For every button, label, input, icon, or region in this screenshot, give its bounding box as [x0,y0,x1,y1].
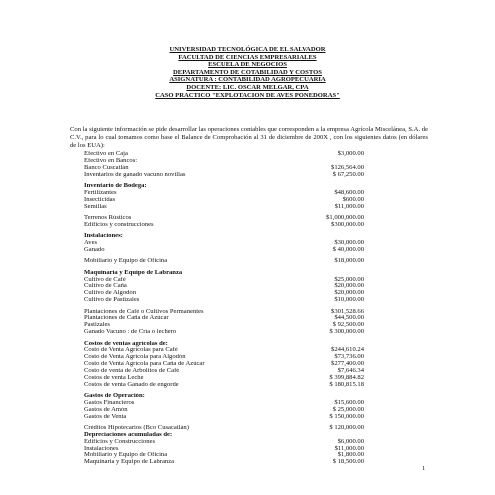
account-value: $44,500.00 [334,314,364,322]
account-label: Semillas [84,203,107,210]
account-row [84,190,364,197]
section-heading [84,233,364,240]
account-label: Depreciaciones acumuladas de: [84,431,173,438]
account-label: Maquinaria y Equipo de Labranza [84,459,175,466]
account-value: $11,000.00 [334,202,364,210]
account-label: Costos de venta Ganado de engorde [84,381,179,388]
account-row [84,309,364,316]
account-label: Pastizales [84,322,111,329]
account-label: Insecticidas [84,196,116,203]
account-label: Inventario de Bodega: [84,182,147,189]
account-value: $ 120,000.00 [329,424,364,432]
account-label: Costo de venta de Arbolitos de Café [84,367,180,374]
account-row [84,322,364,329]
account-value: $6,000.00 [337,437,364,445]
account-value: $7,646.34 [337,366,364,374]
account-label: Cultivo de Algodón [84,290,137,297]
section-heading [84,183,364,190]
account-value: $244,610.24 [331,346,364,354]
account-label: Gastos de Venta [84,413,127,420]
account-label: Costo de Venta Agrícola para Caña de Azúcar [84,361,205,368]
header-line: ASIGNATURA : CONTABILIDAD AGROPECUARIA [169,76,326,84]
account-label: Instalaciones [84,445,119,452]
account-row [84,258,364,265]
account-row [84,158,364,165]
account-row [84,215,364,222]
section-heading [84,432,364,439]
account-label: Ganado [84,246,105,253]
account-label: Instalaciones: [84,233,123,240]
account-row [84,407,364,414]
account-label: Plantaciones de Caña de Azúcar [84,315,169,322]
account-row [84,446,364,453]
account-row [84,382,364,389]
account-value: $ 180,815.18 [329,380,364,388]
section-heading [84,341,364,348]
account-row [84,368,364,375]
header-line: ESCUELA DE NEGOCIOS [208,61,287,69]
header-line: UNIVERSIDAD TECNOLÓGICA DE EL SALVADOR [169,46,326,53]
account-value: $30,000.00 [334,239,364,247]
account-label: Aves [84,240,98,247]
account-row [84,459,364,466]
account-value: $ 18,500.00 [332,458,364,466]
account-value: $1,000,000.00 [326,213,364,221]
account-label: Costos de venta Leche [84,374,144,381]
account-row [84,283,364,290]
account-row [84,297,364,304]
account-label: Maquinaria y Equipo de Labranza [84,269,183,276]
account-label: Créditos Hipotecarios (Bco Cusacatlán) [84,425,189,432]
section-heading [84,270,364,277]
account-row [84,290,364,297]
account-row [84,452,364,459]
account-row [84,361,364,368]
account-label: Edificios y construcciones [84,221,154,228]
account-label: Cultivo de Café [84,276,126,283]
account-row [84,197,364,204]
account-label: Cultivo de Pastizales [84,297,140,304]
account-value: $277,400.00 [331,360,364,368]
header-line: DEPARTAMENTO DE COTABILIDAD Y COSTOS [173,68,322,76]
account-row [84,400,364,407]
account-value: $ 92,500.00 [332,321,364,329]
section-heading [84,393,364,400]
account-label: Edificios y Construcciones [84,438,156,445]
account-row [84,354,364,361]
account-value: $ 25,000.00 [332,405,364,413]
account-label: Fertilizantes [84,189,117,196]
document-header [0,46,495,99]
account-row [84,165,364,172]
account-value: $ 40,000.00 [332,245,364,253]
header-line: DOCENTE: LIC. OSCAR MELGAR, CPA [186,83,309,91]
account-label: Gastos Financieros [84,399,135,406]
account-label: Efectivo en Bancos: [84,157,138,164]
account-value: $301,528.66 [331,307,364,315]
account-value: $25,000.00 [334,275,364,283]
account-label: Inventarios de ganado vacuno novillas [84,171,186,178]
account-label: Mobiliario y Equipo de Oficina [84,452,168,459]
account-label: Gastos de Amón [84,406,128,413]
account-row [84,315,364,322]
account-value: $ 150,000.00 [329,412,364,420]
account-row [84,347,364,354]
account-row [84,222,364,229]
account-label: Costo de Venta Agrícolas para Café [84,347,178,354]
account-row [84,204,364,211]
account-value: $ 67,250.00 [332,170,364,178]
account-row [84,151,364,158]
account-value: $48,600.00 [334,188,364,196]
account-list [84,151,364,466]
account-value: $ 300,000.00 [329,328,364,336]
account-row [84,240,364,247]
account-row [84,425,364,432]
page-number: 1 [422,465,426,472]
account-label: Costos de ventas agrícolas de: [84,340,168,347]
account-row [84,247,364,254]
account-value: $10,000.00 [334,296,364,304]
account-value: $3,000.00 [337,150,364,157]
account-value: $18,000.00 [334,257,364,265]
account-value: $1,800.00 [337,451,364,459]
account-row [84,329,364,336]
account-label: Terrenos Rústicos [84,214,132,221]
account-label: Plantaciones de Café o Cultivos Permanentes [84,308,204,315]
account-value: $126,564.00 [331,163,364,171]
account-value: $20,000.00 [334,289,364,297]
account-value: $ 399,884.82 [329,373,364,381]
account-label: Mobiliario y Equipo de Oficina [84,258,168,265]
account-label: Costo de Venta Agrícola para Algodón [84,354,186,361]
header-line: FACULTAD DE CIENCIAS EMPRESARIALES [178,53,317,61]
header-line: CASO PRACTICO "EXPLOTACION DE AVES PONEDORAS" [155,91,340,99]
account-row [84,277,364,284]
account-label: Efectivo en Caja [84,151,128,157]
account-row [84,414,364,421]
account-label: Gastos de Operación: [84,393,145,400]
account-value: $20,000.00 [334,282,364,290]
account-label: Banco Cuscatlán [84,164,129,171]
account-label: Ganado Vacuno : de Cría o lechero [84,329,177,336]
account-label: Cultivo de Caña [84,283,127,290]
account-value: $600.00 [342,195,364,203]
account-value: $15,600.00 [334,398,364,406]
account-row [84,439,364,446]
account-value: $300,000.00 [331,220,364,228]
account-row [84,172,364,179]
intro-paragraph: Con la siguiente información se pide desarrollar las operaciones contables que corresponden a la empresa Agrícola Miscelánea, S.A. de C.V., para lo cual tomamos como base el Balance de Comprobación al 31 de diciembre de 200X , con los siguientes datos (en dólares de los EUA): [70,126,428,150]
account-value: $73,736.00 [334,353,364,361]
account-row [84,375,364,382]
account-value: $11,000.00 [334,444,364,452]
